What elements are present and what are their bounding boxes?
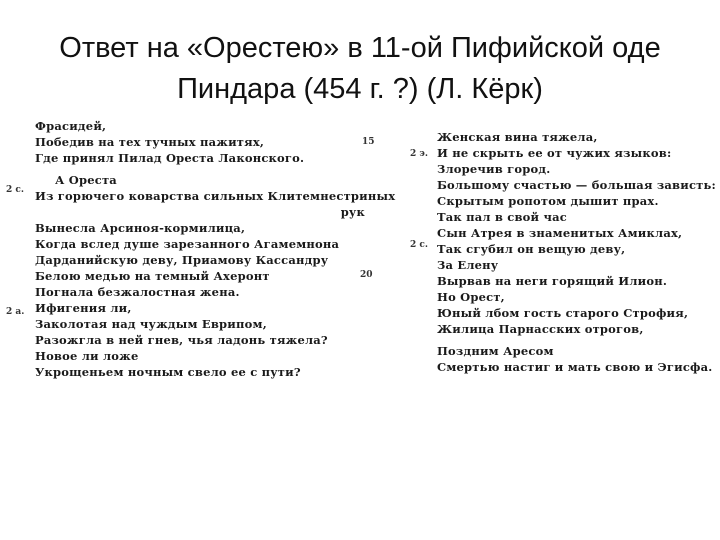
poem-line: Разожгла в ней гнев, чья ладонь тяжела? bbox=[35, 333, 328, 347]
epode-marker: 2 э. bbox=[410, 149, 429, 159]
title-line-2: Пиндара (454 г. ?) (Л. Кёрк) bbox=[177, 73, 543, 105]
poem-line: И не скрыть ее от чужих языков: bbox=[437, 146, 672, 160]
strophe-marker: 2 с. bbox=[410, 240, 429, 250]
left-column-poem bbox=[35, 110, 396, 380]
poem-line: Смертью настиг и мать свою и Эгисфа. bbox=[437, 360, 713, 374]
poem-line: Жилица Парнасских отрогов, bbox=[437, 322, 644, 336]
poem-line: Из горючего коварства сильных Клитемнестриных bbox=[35, 189, 396, 203]
poem-line: Вырвав на неги горящий Илион. bbox=[437, 274, 668, 288]
poem-line: За Елену bbox=[437, 258, 499, 272]
poem-line: Погнала безжалостная жена. bbox=[35, 285, 240, 299]
poem-line: Поздним Аресом bbox=[437, 344, 554, 358]
antistrophe-marker: 2 а. bbox=[6, 307, 25, 317]
poem-line: Женская вина тяжела, bbox=[437, 130, 598, 144]
poem-line: Когда вслед душе зарезанного Агамемнона bbox=[35, 237, 340, 251]
strophe-marker: 2 с. bbox=[6, 185, 25, 195]
poem-line: Фрасидей, bbox=[35, 119, 107, 133]
title-line-1: Ответ на «Орестею» в 11-ой Пифийской оде bbox=[59, 32, 661, 64]
poem-line: Новое ли ложе bbox=[35, 349, 139, 363]
poem-line: Большому счастью — большая зависть: bbox=[437, 178, 716, 192]
poem-line: Дарданийскую деву, Приамову Кассандру bbox=[35, 253, 329, 267]
poem-line: Укрощеньем ночным свело ее с пути? bbox=[35, 365, 301, 379]
poem-line: Скрытым ропотом дышит прах. bbox=[437, 194, 659, 208]
poem-line: рук bbox=[340, 205, 365, 219]
line-number-marker: 20 bbox=[360, 270, 373, 280]
poem-line: Юный лбом гость старого Строфия, bbox=[437, 306, 689, 320]
poem-line: Белою медью на темный Ахеронт bbox=[35, 269, 270, 283]
poem-line: А Ореста bbox=[55, 173, 117, 187]
poem-line: Сын Атрея в знаменитых Амиклах, bbox=[437, 226, 683, 240]
poem-line: Так пал в свой час bbox=[437, 210, 567, 224]
poem-line: Так сгубил он вещую деву, bbox=[437, 242, 626, 256]
poem-line: Заколотая над чуждым Еврипом, bbox=[35, 317, 267, 331]
poem-line: Вынесла Арсиноя-кормилица, bbox=[35, 221, 246, 235]
poem-line: Злоречив город. bbox=[437, 162, 551, 176]
cut-off-line bbox=[35, 110, 375, 118]
line-number-marker: 15 bbox=[362, 137, 375, 147]
right-column-poem bbox=[437, 129, 716, 375]
poem-line: Победив на тех тучных пажитях, bbox=[35, 135, 265, 149]
poem-line: Но Орест, bbox=[437, 290, 505, 304]
poem-line: Ифигения ли, bbox=[35, 301, 132, 315]
poem-line: Где принял Пилад Ореста Лаконского. bbox=[35, 151, 305, 165]
